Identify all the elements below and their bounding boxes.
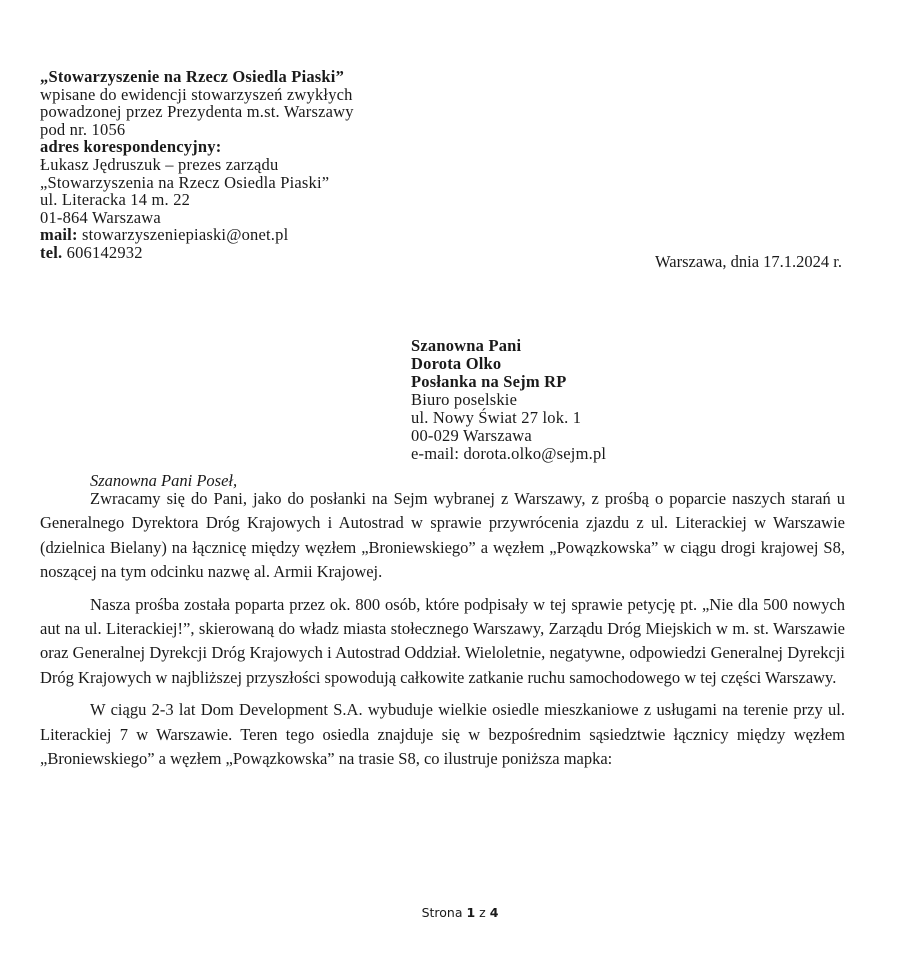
sender-registration-line-2: powadzonej przez Prezydenta m.st. Warszawy (40, 102, 354, 122)
recipient-greeting: Szanowna Pani (411, 336, 522, 355)
date-line: Warszawa, dnia 17.1.2024 r. (655, 252, 842, 271)
footer-label: Strona (421, 905, 463, 920)
recipient-email: e-mail: dorota.olko@sejm.pl (411, 444, 607, 463)
tel-value: 606142932 (66, 242, 143, 262)
recipient-office: Biuro poselskie (411, 390, 518, 409)
salutation: Szanowna Pani Poseł, (90, 471, 238, 490)
page-footer (0, 905, 920, 920)
sender-org: „Stowarzyszenia na Rzecz Osiedla Piaski” (40, 172, 330, 192)
letter-body (40, 487, 845, 779)
sender-registration-line-1: wpisane do ewidencji stowarzyszeń zwykłych (40, 84, 353, 104)
sender-street: ul. Literacka 14 m. 22 (40, 190, 191, 210)
footer-current-page: 1 (466, 905, 476, 920)
body-paragraph-1: Zwracamy się do Pani, jako do posłanki na Sejm wybranej z Warszawy, z prośbą o poparcie naszych starań u Generalnego Dyrektora Dróg Krajowych i Autostrad w sprawie przywrócenia zjazdu z ul. Literackiej w Warszawie (dzielnica Bielany) na łącznicę między węzłem „Broniewskiego” a węzłem „Powązkowska” w ciągu drogi krajowej S8, noszącej na tym odcinku nazwę al. Armii Krajowej. (40, 489, 845, 582)
footer-of: z (479, 905, 486, 920)
recipient-street: ul. Nowy Świat 27 lok. 1 (411, 408, 582, 427)
sender-mail (40, 226, 354, 244)
footer-total-pages: 4 (489, 905, 499, 920)
recipient-city: 00-029 Warszawa (411, 426, 532, 445)
sender-name: „Stowarzyszenie na Rzecz Osiedla Piaski” (40, 67, 345, 86)
body-paragraph-2: Nasza prośba została poparta przez ok. 800 osób, które podpisały w tej sprawie petycję pt. „Nie dla 500 nowych aut na ul. Literackiej!”, skierowaną do władz miasta stołecznego Warszawy, Zarządu Dróg Miejskich w m. st. Warszawie oraz Generalnej Dyrekcji Dróg Krajowych i Autostrad Oddział. Wieloletnie, negatywne, odpowiedzi Generalnej Dyrekcji Dróg Krajowych w najbliższej przyszłości spowodują całkowite zatkanie ruchu samochodowego w tej części Warszawy. (40, 594, 845, 687)
recipient-block (411, 337, 606, 463)
recipient-name: Dorota Olko (411, 354, 502, 373)
body-paragraph-3: W ciągu 2-3 lat Dom Development S.A. wybuduje wielkie osiedle mieszkaniowe z usługami na terenie przy ul. Literackiej 7 w Warszawie. Teren tego osiedla znajduje się w bezpośrednim sąsiedztwie łącznicy między węzłem „Broniewskiego” a węzłem „Powązkowska” na trasie S8, co ilustruje poniższa mapka: (40, 700, 845, 769)
sender-block (40, 68, 354, 262)
sender-registration-number: pod nr. 1056 (40, 119, 126, 139)
sender-city: 01-864 Warszawa (40, 207, 161, 227)
mail-value: stowarzyszeniepiaski@onet.pl (82, 225, 289, 245)
contact-person: Łukasz Jędruszuk – prezes zarządu (40, 154, 279, 174)
address-heading: adres korespondencyjny: (40, 137, 222, 157)
sender-tel (40, 244, 354, 262)
recipient-title: Posłanka na Sejm RP (411, 372, 567, 391)
mail-label: mail: (40, 225, 78, 245)
tel-label: tel. (40, 242, 63, 262)
